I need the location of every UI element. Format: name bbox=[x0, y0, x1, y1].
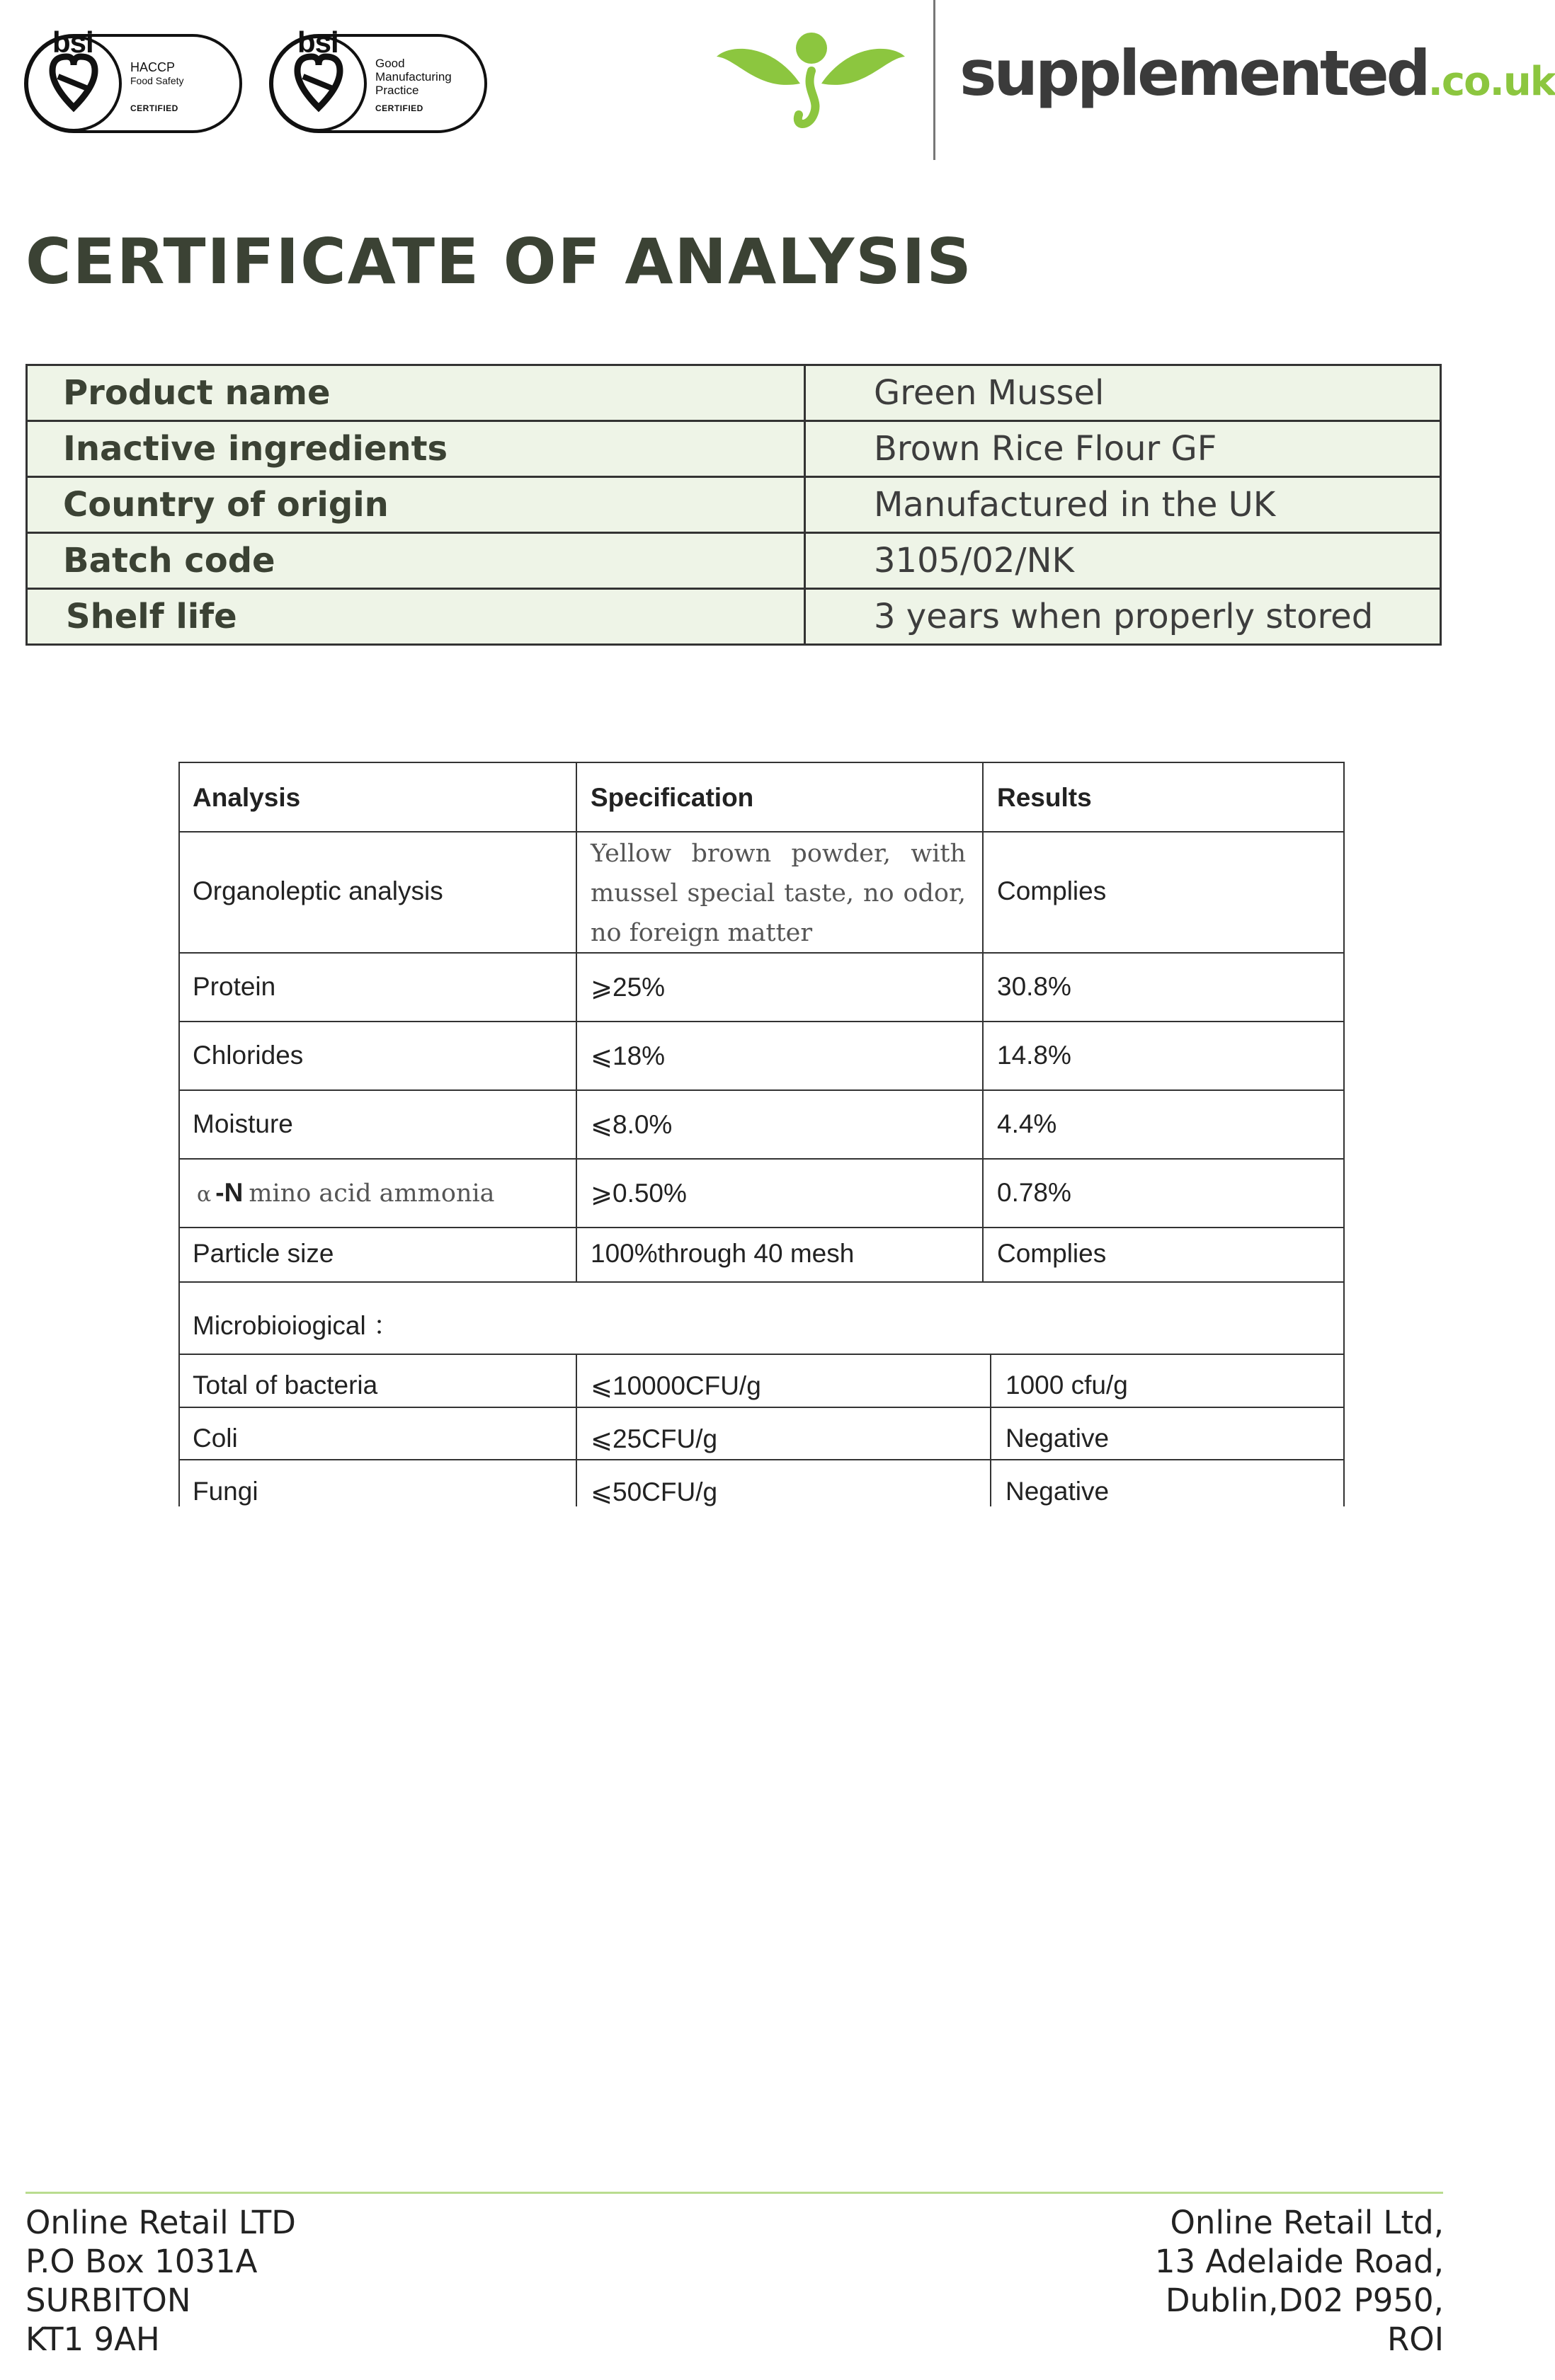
brand-wordmark: supplemented.co.uk bbox=[959, 37, 1555, 110]
inactive-ingredients-value: Brown Rice Flour GF bbox=[805, 421, 1441, 477]
table-rule bbox=[178, 1459, 1345, 1460]
table-rule bbox=[990, 1354, 991, 1506]
specification-value: ⩽18% bbox=[591, 1041, 666, 1070]
table-row bbox=[27, 421, 1441, 477]
page-title: CERTIFICATE OF ANALYSIS bbox=[25, 225, 973, 298]
specification-value: ⩽50CFU/g bbox=[591, 1477, 718, 1506]
country-of-origin-value: Manufactured in the UK bbox=[805, 477, 1441, 533]
analysis-name: Chlorides bbox=[193, 1041, 304, 1070]
analysis-name: Protein bbox=[193, 972, 276, 1001]
badge-status: CERTIFIED bbox=[130, 103, 178, 113]
analysis-name: Particle size bbox=[193, 1239, 334, 1268]
address-line: Online Retail LTD bbox=[25, 2204, 296, 2241]
table-rule bbox=[178, 762, 1345, 763]
table-rule bbox=[982, 762, 984, 1281]
gmp-certification-badge bbox=[269, 21, 489, 135]
table-row bbox=[27, 365, 1441, 421]
table-rule bbox=[178, 1089, 1345, 1091]
analysis-name: Organoleptic analysis bbox=[193, 876, 443, 905]
shelf-life-value: 3 years when properly stored bbox=[805, 589, 1441, 645]
product-name-value: Green Mussel bbox=[805, 365, 1441, 421]
result-value: Negative bbox=[1006, 1477, 1110, 1506]
analysis-name: Total of bacteria bbox=[193, 1371, 378, 1400]
results-column-header: Results bbox=[997, 783, 1092, 812]
table-rule bbox=[178, 1158, 1345, 1160]
table-rule bbox=[178, 1354, 1345, 1355]
specification-value: ⩽8.0% bbox=[591, 1110, 673, 1139]
inactive-ingredients-label: Inactive ingredients bbox=[27, 421, 805, 477]
shelf-life-label: Shelf life bbox=[27, 589, 805, 645]
table-rule bbox=[576, 762, 577, 1281]
bsi-wordmark: bsi bbox=[297, 25, 338, 59]
table-rule bbox=[178, 1407, 1345, 1408]
result-value: 1000 cfu/g bbox=[1006, 1371, 1128, 1400]
table-row bbox=[27, 589, 1441, 645]
specification-value: ⩾25% bbox=[591, 973, 666, 1002]
badge-status: CERTIFIED bbox=[375, 103, 423, 113]
product-name-label: Product name bbox=[27, 365, 805, 421]
analysis-table bbox=[178, 762, 1345, 1506]
specification-value: ⩾0.50% bbox=[591, 1179, 687, 1208]
specification-value: 100%through 40 mesh bbox=[591, 1239, 855, 1268]
table-rule bbox=[576, 1354, 577, 1506]
analysis-name: Moisture bbox=[193, 1109, 293, 1138]
result-value: 30.8% bbox=[997, 972, 1071, 1001]
specification-value: ⩽25CFU/g bbox=[591, 1424, 718, 1453]
address-line: ROI bbox=[1387, 2321, 1444, 2358]
analysis-column-header: Analysis bbox=[193, 783, 301, 812]
batch-code-label: Batch code bbox=[27, 533, 805, 589]
table-rule bbox=[178, 1281, 1345, 1283]
address-line: Online Retail Ltd, bbox=[1170, 2204, 1444, 2241]
table-rule bbox=[178, 762, 180, 1506]
result-value: Complies bbox=[997, 1239, 1107, 1268]
footer-divider bbox=[25, 2192, 1443, 2194]
badge-label: HACCP Food Safety bbox=[130, 60, 184, 86]
specification-value: ⩽10000CFU/g bbox=[591, 1371, 761, 1400]
table-rule bbox=[178, 1227, 1345, 1228]
ireland-address bbox=[1155, 2203, 1444, 2359]
logo-divider bbox=[933, 0, 935, 160]
specification-value: Yellow brown powder, with mussel special taste, no odor, no foreign matter bbox=[591, 840, 966, 947]
microbiological-section-header: Microbioiogical ： bbox=[193, 1311, 399, 1340]
specification-column-header: Specification bbox=[591, 783, 754, 812]
table-row bbox=[27, 533, 1441, 589]
address-line: 13 Adelaide Road, bbox=[1154, 2243, 1444, 2280]
table-row bbox=[27, 477, 1441, 533]
bsi-wordmark: bsi bbox=[52, 25, 93, 59]
address-line: P.O Box 1031A bbox=[25, 2243, 258, 2280]
address-line: Dublin,D02 P950, bbox=[1165, 2282, 1444, 2319]
address-line: KT1 9AH bbox=[25, 2321, 160, 2358]
result-value: Negative bbox=[1006, 1424, 1110, 1453]
analysis-name: Coli bbox=[193, 1424, 238, 1453]
haccp-certification-badge bbox=[24, 21, 244, 135]
result-value: 14.8% bbox=[997, 1041, 1071, 1070]
uk-address bbox=[25, 2203, 296, 2359]
country-of-origin-label: Country of origin bbox=[27, 477, 805, 533]
badge-label: Good Manufacturing Practice bbox=[375, 57, 452, 97]
leaf-sprout-logo-icon bbox=[715, 28, 906, 135]
result-value: 4.4% bbox=[997, 1109, 1057, 1138]
result-value: Complies bbox=[997, 876, 1107, 905]
batch-code-value: 3105/02/NK bbox=[805, 533, 1441, 589]
table-rule bbox=[178, 1021, 1345, 1022]
address-line: SURBITON bbox=[25, 2282, 191, 2319]
result-value: 0.78% bbox=[997, 1178, 1071, 1207]
product-info-table bbox=[25, 364, 1442, 646]
analysis-name: Fungi bbox=[193, 1477, 258, 1506]
analysis-name: α -N mino acid ammonia bbox=[197, 1178, 495, 1208]
table-rule bbox=[1343, 762, 1345, 1506]
table-rule bbox=[178, 831, 1345, 833]
